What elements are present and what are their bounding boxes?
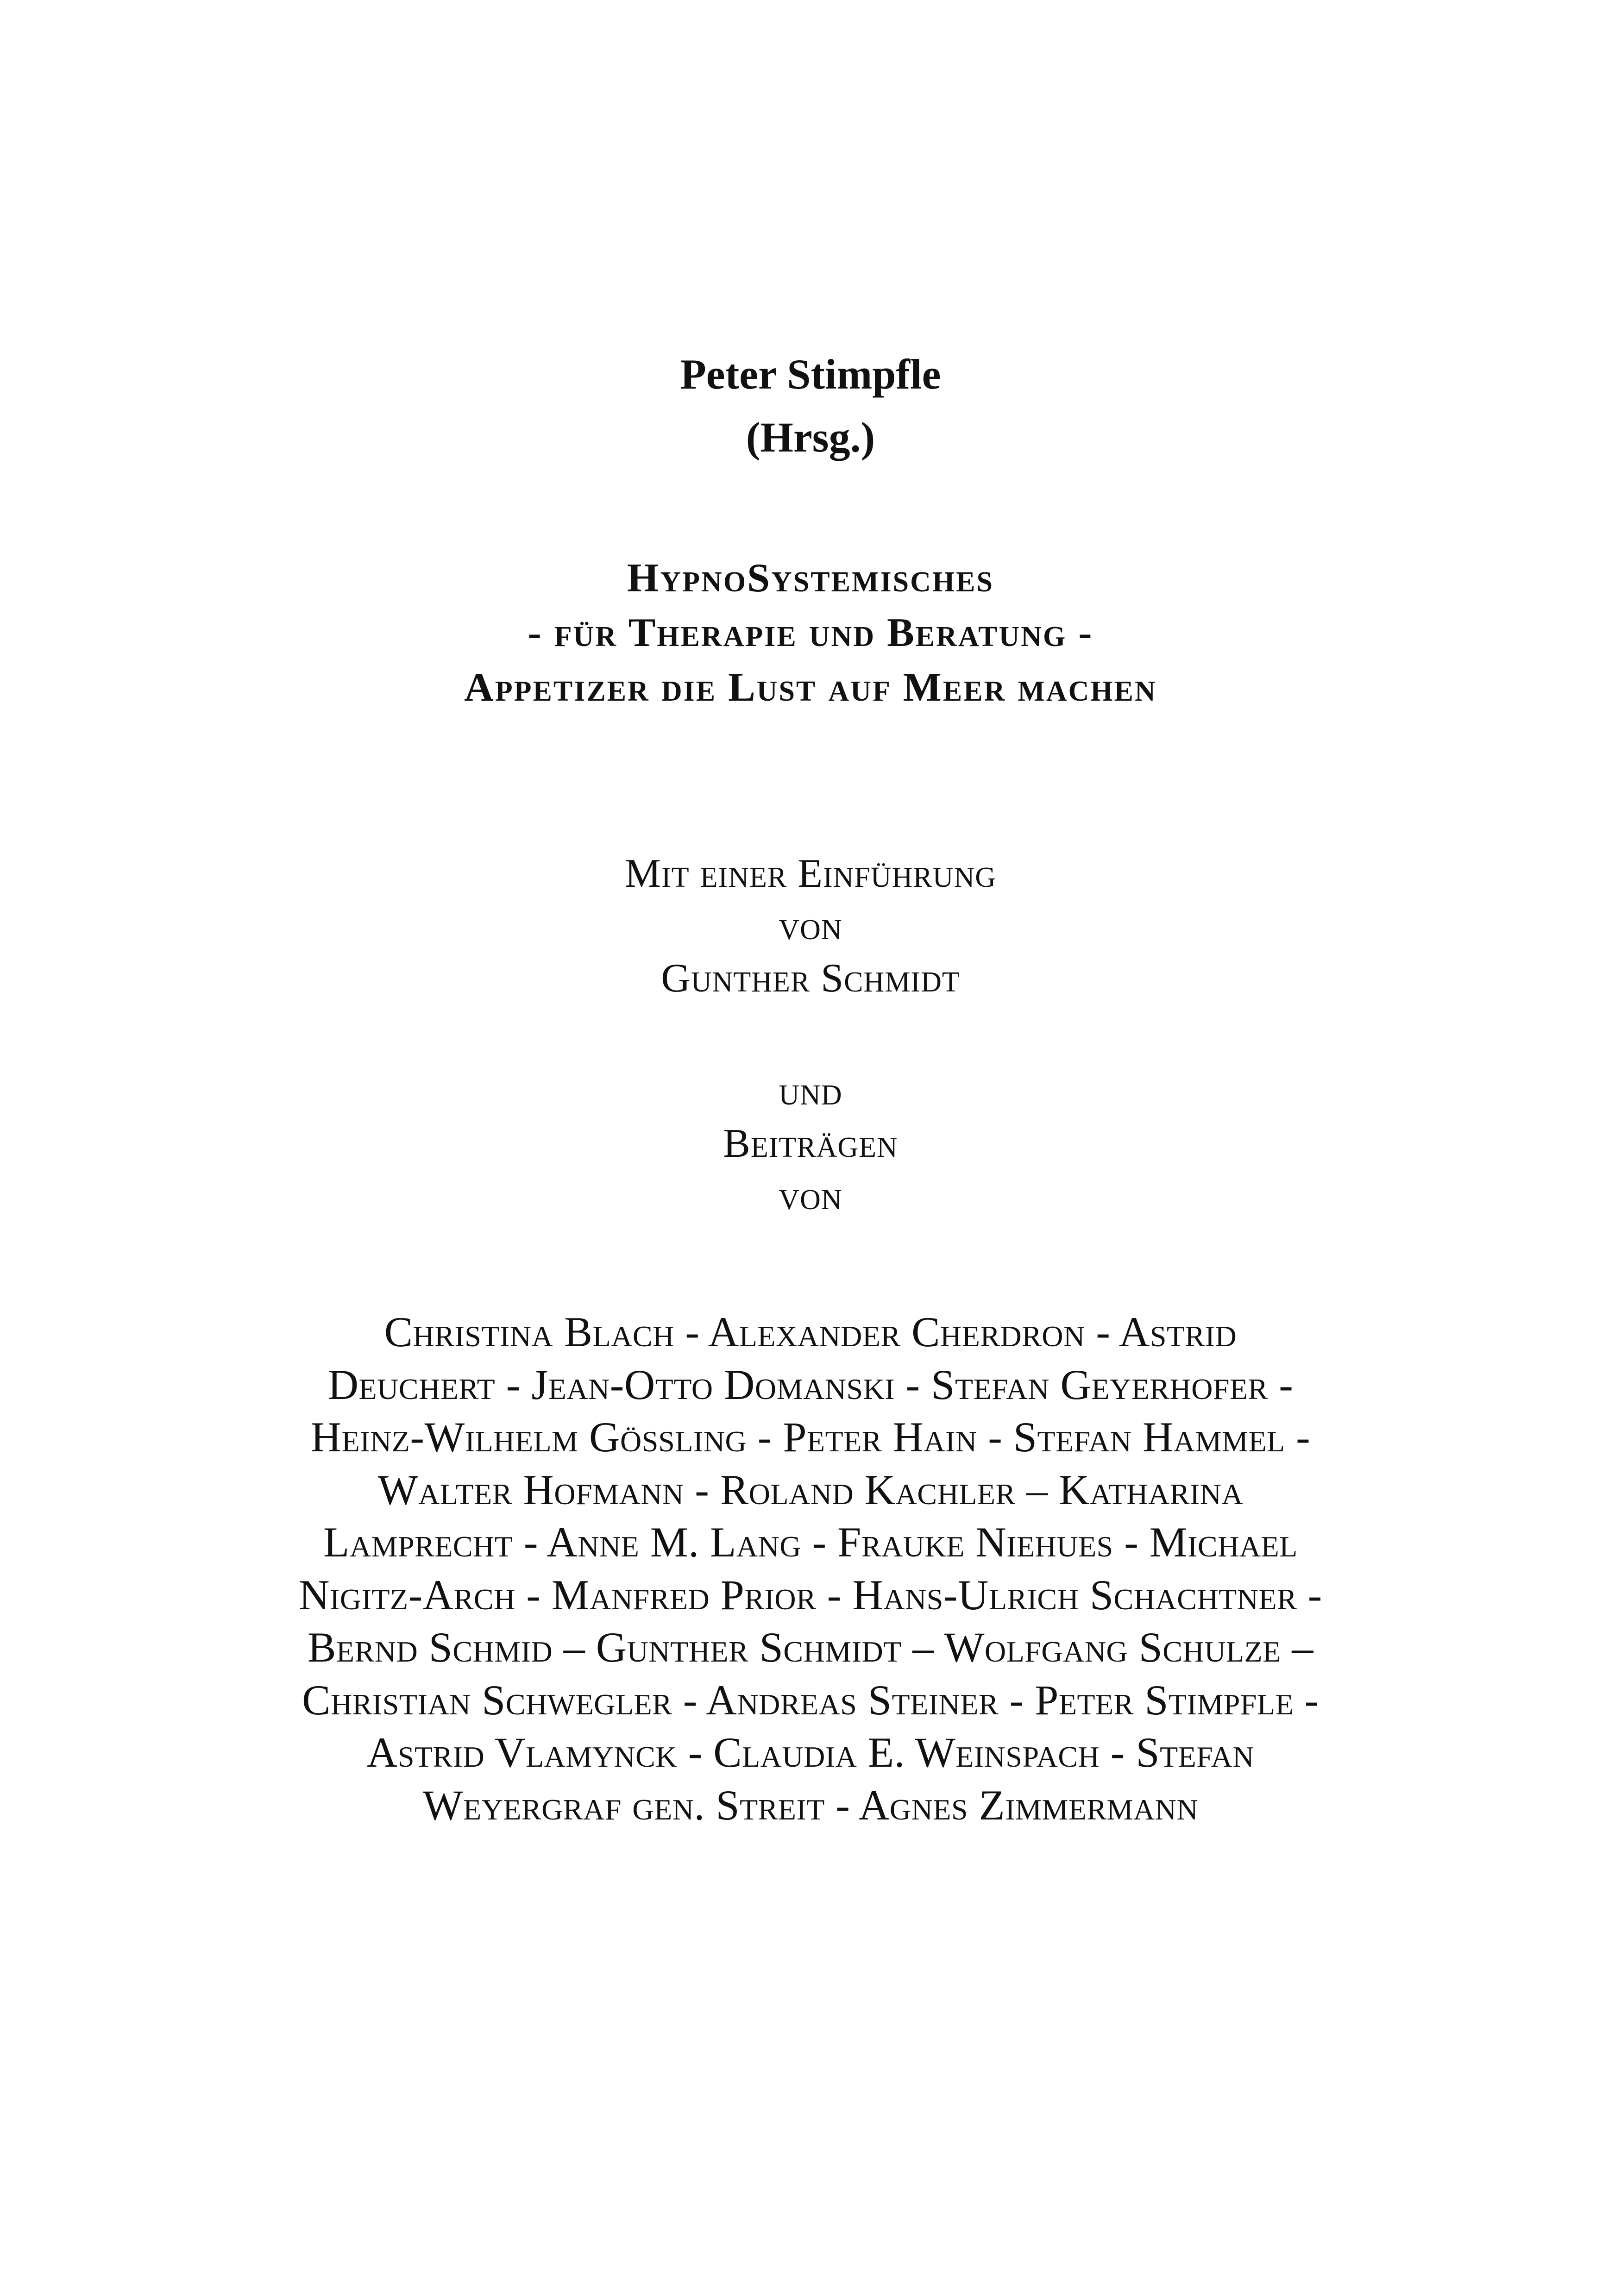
contributor-line: Walter Hofmann - Roland Kachler – Katharina	[377, 1466, 1244, 1513]
contrib-head-line-3: von	[779, 1173, 842, 1218]
contributor-line: Christian Schwegler - Andreas Steiner - Peter Stimpfle -	[302, 1676, 1319, 1724]
contributor-line: Christina Blach - Alexander Cherdron - Astrid	[384, 1308, 1237, 1355]
editor-role: (Hrsg.)	[746, 414, 875, 461]
contributor-line: Astrid Vlamynck - Claudia E. Weinspach - Stefan	[366, 1729, 1255, 1776]
contributions-heading	[0, 1065, 1621, 1222]
book-title	[0, 551, 1621, 715]
contrib-head-line-1: und	[779, 1069, 842, 1114]
title-line-2: - für Therapie und Beratung -	[528, 610, 1093, 655]
introduction-credit	[0, 847, 1621, 1004]
editor-block	[0, 343, 1621, 469]
contrib-head-line-2: Beiträgen	[723, 1121, 898, 1166]
contributor-line: Lamprecht - Anne M. Lang - Frauke Niehues - Michael	[323, 1518, 1298, 1566]
intro-line-3: Gunther Schmidt	[661, 956, 960, 1001]
intro-line-2: von	[779, 903, 842, 948]
contributor-line: Nigitz-Arch - Manfred Prior - Hans-Ulrich Schachtner -	[299, 1571, 1322, 1618]
contributor-list	[0, 1306, 1621, 1832]
contributor-line: Heinz-Wilhelm Gößling - Peter Hain - Stefan Hammel -	[310, 1413, 1311, 1461]
contributor-line: Bernd Schmid – Gunther Schmidt – Wolfgang Schulze –	[308, 1624, 1313, 1671]
contributor-line: Weyergraf gen. Streit - Agnes Zimmermann	[422, 1781, 1199, 1829]
editor-name: Peter Stimpfle	[680, 351, 941, 398]
intro-line-1: Mit einer Einführung	[624, 851, 997, 896]
title-line-3: Appetizer die Lust auf Meer machen	[464, 665, 1157, 710]
contributor-line: Deuchert - Jean-Otto Domanski - Stefan Geyerhofer -	[327, 1361, 1294, 1408]
title-line-1: HypnoSystemisches	[627, 556, 994, 601]
